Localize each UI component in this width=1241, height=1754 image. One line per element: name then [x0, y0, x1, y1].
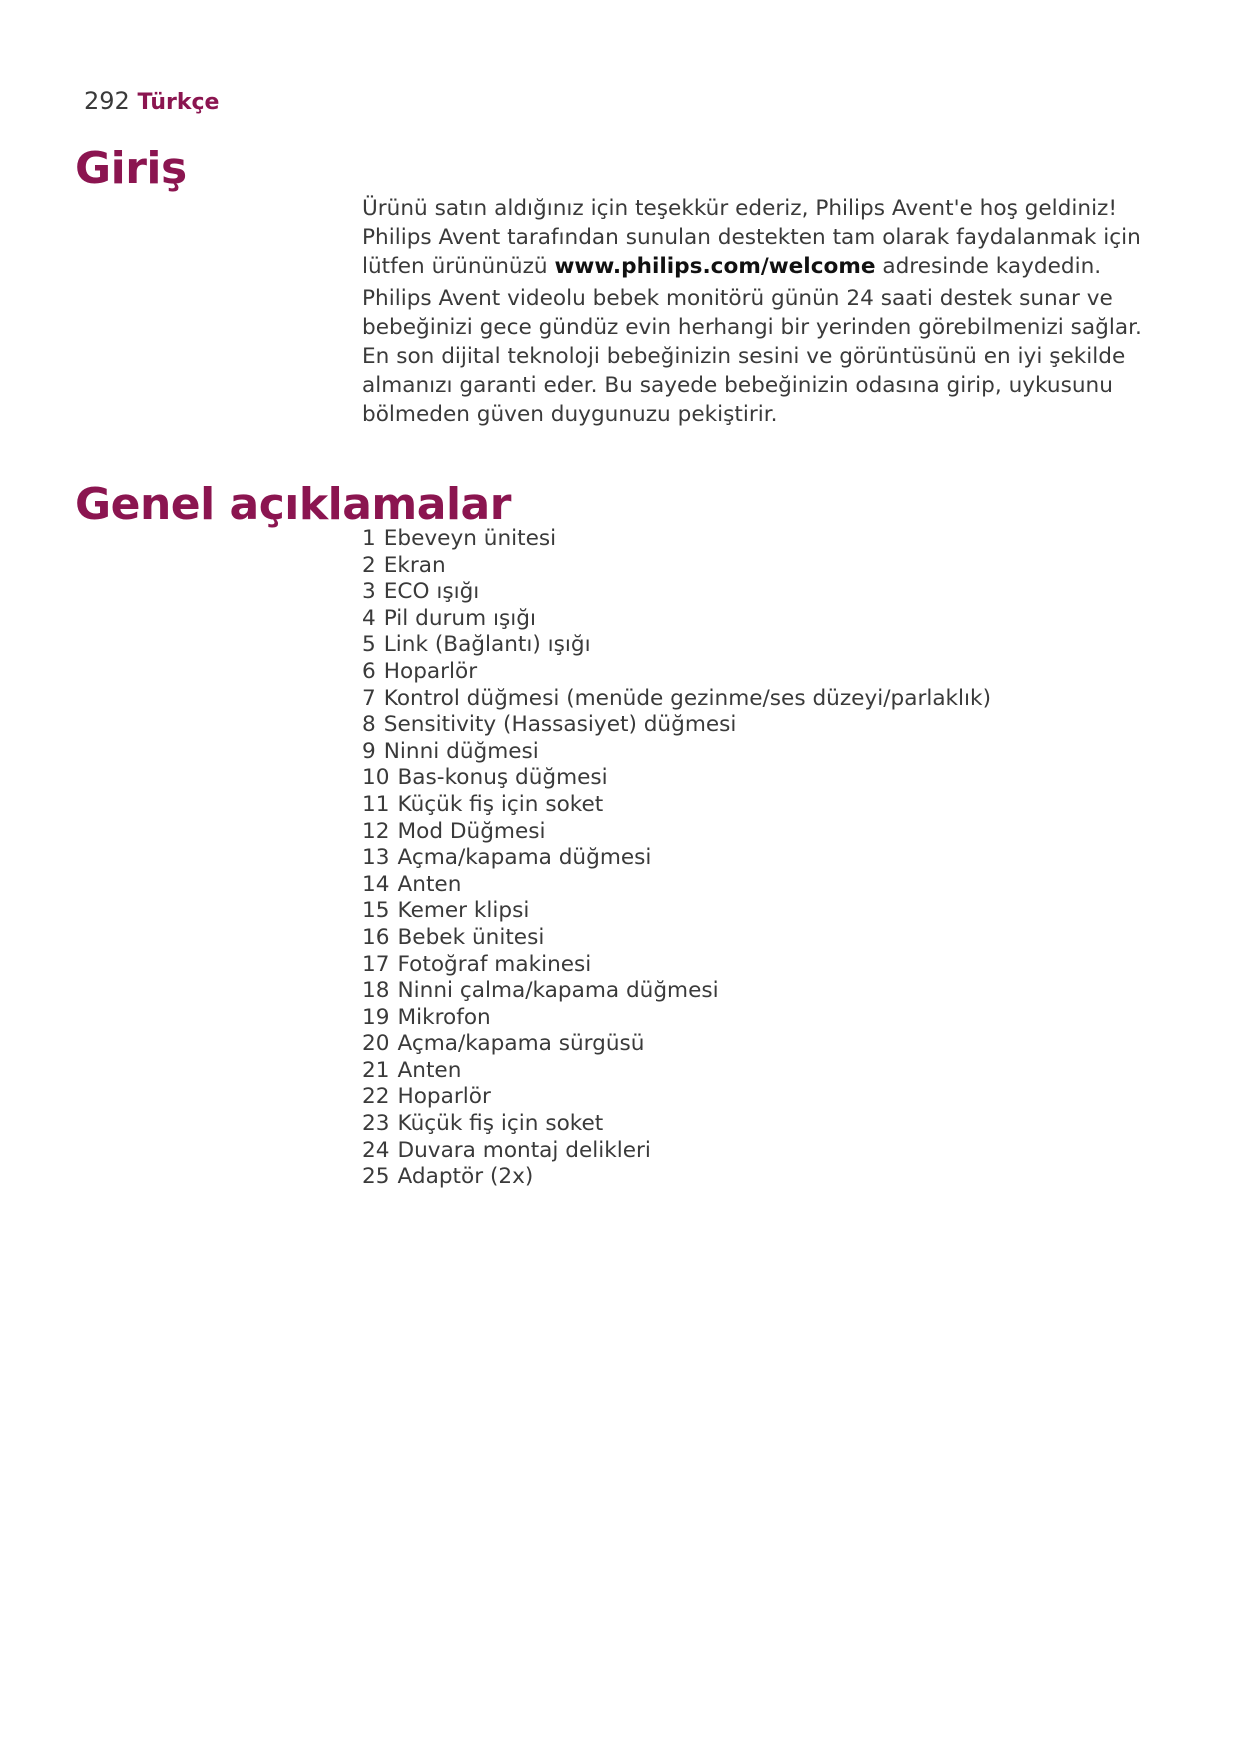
list-item-label: Pil durum ışığı — [383, 605, 536, 631]
list-item — [362, 553, 1172, 580]
list-item — [362, 1005, 1172, 1032]
list-item-number: 17 — [362, 951, 390, 977]
list-item-number: 12 — [362, 818, 390, 844]
list-item-number: 21 — [362, 1057, 390, 1083]
list-item-number: 23 — [362, 1111, 390, 1137]
page-number: 292 — [84, 87, 130, 115]
list-item-label: Duvara montaj delikleri — [397, 1137, 651, 1163]
intro-paragraph-2: Philips Avent videolu bebek monitörü günün 24 saati destek sunar ve bebeğinizi gece gündüz evin herhangi bir yerinden görebilmenizi sağlar. En son dijital teknoloji bebeğinizin sesini ve görüntüsünü en iyi şekilde almanızı garanti eder. Bu sayede bebeğinizin odasına girip, uykusunu bölmeden güven duygunuzu pekiştirir. — [362, 286, 1142, 427]
list-item-label: Fotoğraf makinesi — [397, 951, 592, 977]
list-item — [362, 1111, 1172, 1138]
list-item — [362, 819, 1172, 846]
list-item — [362, 925, 1172, 952]
list-item-number: 6 — [362, 658, 376, 684]
list-item — [362, 845, 1172, 872]
list-item — [362, 792, 1172, 819]
list-item — [362, 606, 1172, 633]
list-item-number: 8 — [362, 712, 376, 738]
list-item — [362, 739, 1172, 766]
list-item-label: Bas-konuş düğmesi — [397, 765, 608, 791]
list-item — [362, 952, 1172, 979]
list-item — [362, 1138, 1172, 1165]
list-item-label: Sensitivity (Hassasiyet) düğmesi — [383, 712, 737, 738]
section-heading-introduction: Giriş — [75, 143, 187, 194]
list-item-label: Anten — [397, 871, 462, 897]
list-item — [362, 659, 1172, 686]
list-item-label: Ebeveyn ünitesi — [383, 526, 557, 551]
list-item-label: Anten — [397, 1057, 462, 1083]
list-item-label: Mikrofon — [397, 1004, 491, 1030]
list-item-label: Açma/kapama düğmesi — [397, 845, 652, 871]
overview-list — [362, 526, 1172, 1191]
list-item-number: 10 — [362, 765, 390, 791]
intro-text-after-url: adresinde kaydedin. — [875, 254, 1102, 279]
list-item-number: 24 — [362, 1137, 390, 1163]
list-item-number: 7 — [362, 685, 376, 711]
list-item — [362, 1164, 1172, 1191]
list-item — [362, 898, 1172, 925]
list-item-number: 11 — [362, 791, 390, 817]
list-item — [362, 1031, 1172, 1058]
list-item-number: 22 — [362, 1084, 390, 1110]
list-item — [362, 1084, 1172, 1111]
intro-text-before-url: Ürünü satın aldığınız için teşekkür ederiz, Philips Avent'e hoş geldiniz! Philips Avent tarafından sunulan destekten tam olarak faydalanmak için lütfen ürününüzü — [362, 196, 1141, 279]
intro-paragraph-1 — [362, 194, 1172, 281]
list-item-label: Ninni düğmesi — [383, 738, 539, 764]
list-item-label: Mod Düğmesi — [397, 818, 546, 844]
list-item-number: 19 — [362, 1004, 390, 1030]
language-label: Türkçe — [137, 90, 220, 115]
list-item-label: Küçük fiş için soket — [397, 791, 604, 817]
list-item — [362, 632, 1172, 659]
list-item-number: 18 — [362, 978, 390, 1004]
list-item-label: Ninni çalma/kapama düğmesi — [397, 978, 719, 1004]
list-item-label: Link (Bağlantı) ışığı — [383, 632, 591, 658]
list-item-number: 2 — [362, 552, 376, 578]
list-item-number: 16 — [362, 924, 390, 950]
list-item-number: 20 — [362, 1031, 390, 1057]
list-item-label: Kontrol düğmesi (menüde gezinme/ses düzeyi/parlaklık) — [383, 685, 991, 711]
page-header — [84, 84, 219, 120]
introduction-text — [362, 194, 1172, 432]
list-item — [362, 1058, 1172, 1085]
list-item-number: 14 — [362, 871, 390, 897]
list-item-label: Hoparlör — [383, 658, 478, 684]
list-item-number: 13 — [362, 845, 390, 871]
list-item-label: Hoparlör — [397, 1084, 491, 1110]
list-item-label: Kemer klipsi — [397, 898, 530, 924]
list-item-label: Açma/kapama sürgüsü — [397, 1031, 645, 1057]
list-item-number: 4 — [362, 605, 376, 631]
list-item — [362, 579, 1172, 606]
section-heading-overview: Genel açıklamalar — [75, 479, 511, 530]
list-item — [362, 686, 1172, 713]
list-item-number: 9 — [362, 738, 376, 764]
list-item — [362, 765, 1172, 792]
list-item-label: ECO ışığı — [383, 579, 480, 605]
list-item — [362, 712, 1172, 739]
list-item — [362, 526, 1172, 553]
list-item-number: 5 — [362, 632, 376, 658]
welcome-url-link[interactable]: www.philips.com/welcome — [554, 254, 876, 279]
list-item — [362, 978, 1172, 1005]
list-item-number: 25 — [362, 1164, 390, 1190]
list-item-label: Küçük fiş için soket — [397, 1111, 604, 1137]
list-item-label: Bebek ünitesi — [397, 924, 545, 950]
list-item-number: 1 — [362, 526, 376, 551]
list-item — [362, 872, 1172, 899]
list-item-number: 3 — [362, 579, 376, 605]
list-item-number: 15 — [362, 898, 390, 924]
list-item-label: Ekran — [383, 552, 446, 578]
list-item-label: Adaptör (2x) — [397, 1164, 534, 1190]
